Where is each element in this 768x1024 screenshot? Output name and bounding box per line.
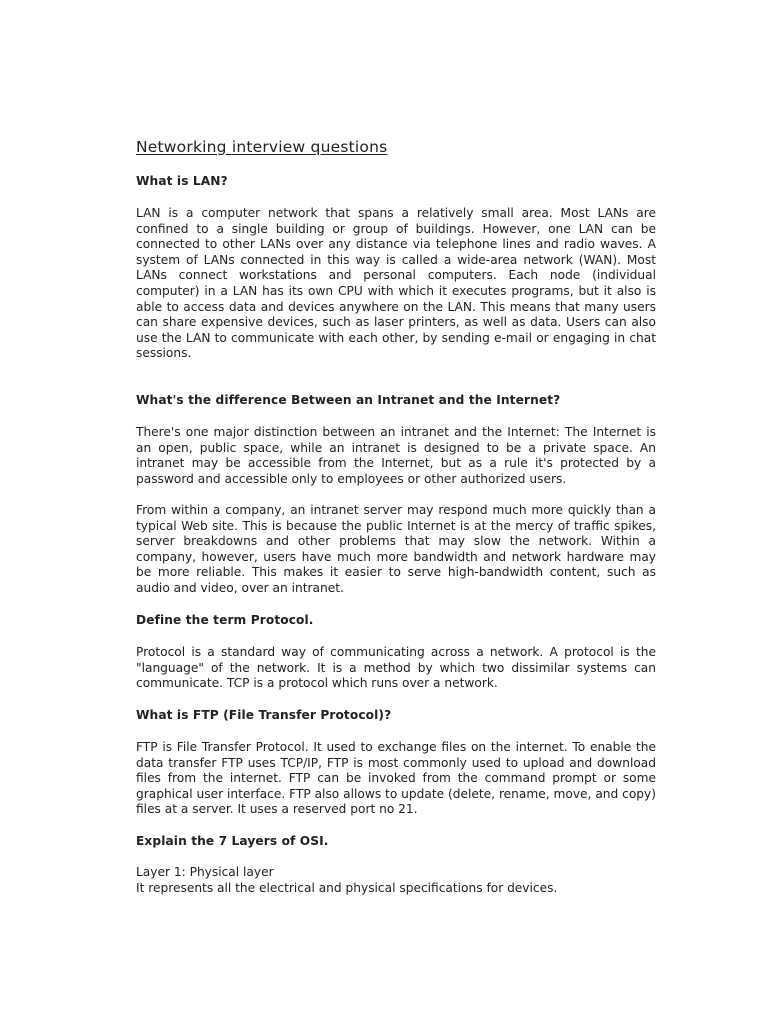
section-heading-osi: Explain the 7 Layers of OSI. — [136, 834, 329, 848]
paragraph-lan: LAN is a computer network that spans a relatively small area. Most LANs are confined to a single building or group of buildings. However, one LAN can be connected to other LANs over any distance via telephone lines and radio waves. A system of LANs connected in this way is called a wide-area network (WAN). Most LANs connect workstations and personal computers. Each node (individual computer) in a LAN has its own CPU with which it executes programs, but it also is able to access data and devices anywhere on the LAN. This means that many users can share expensive devices, such as laser printers, as well as data. Users can also use the LAN to communicate with each other, by sending e-mail or engaging in chat sessions. — [136, 206, 656, 361]
paragraph-ftp: FTP is File Transfer Protocol. It used to exchange files on the internet. To enable the data transfer FTP uses TCP/IP, FTP is most commonly used to upload and download files from the internet. FTP can be invoked from the command prompt or some graphical user interface. FTP also allows to update (delete, rename, move, and copy) files at a server. It uses a reserved port no 21. — [136, 740, 656, 817]
section-heading-ftp: What is FTP (File Transfer Protocol)? — [136, 708, 392, 722]
paragraph-intranet-1: There's one major distinction between an intranet and the Internet: The Internet is an open, public space, while an intranet is designed to be a private space. An intranet may be accessible from the Internet, but as a rule it's protected by a password and accessible only to employees or other authorized users. — [136, 425, 656, 486]
paragraph-osi-layer-1: Layer 1: Physical layer — [136, 865, 274, 879]
section-heading-lan: What is LAN? — [136, 174, 228, 188]
paragraph-osi-layer-1-description: It represents all the electrical and physical specifications for devices. — [136, 881, 558, 895]
paragraph-protocol: Protocol is a standard way of communicating across a network. A protocol is the "language" of the network. It is a method by which two dissimilar systems can communicate. TCP is a protocol which runs over a network. — [136, 645, 656, 691]
paragraph-intranet-2: From within a company, an intranet server may respond much more quickly than a typical Web site. This is because the public Internet is at the mercy of traffic spikes, server breakdowns and other problems that may slow the network. Within a company, however, users have much more bandwidth and network hardware may be more reliable. This makes it easier to serve high-bandwidth content, such as audio and video, over an intranet. — [136, 503, 656, 595]
section-heading-intranet-internet: What's the difference Between an Intranet and the Internet? — [136, 393, 561, 407]
page-title: Networking interview questions — [136, 138, 388, 156]
section-heading-protocol: Define the term Protocol. — [136, 613, 314, 627]
